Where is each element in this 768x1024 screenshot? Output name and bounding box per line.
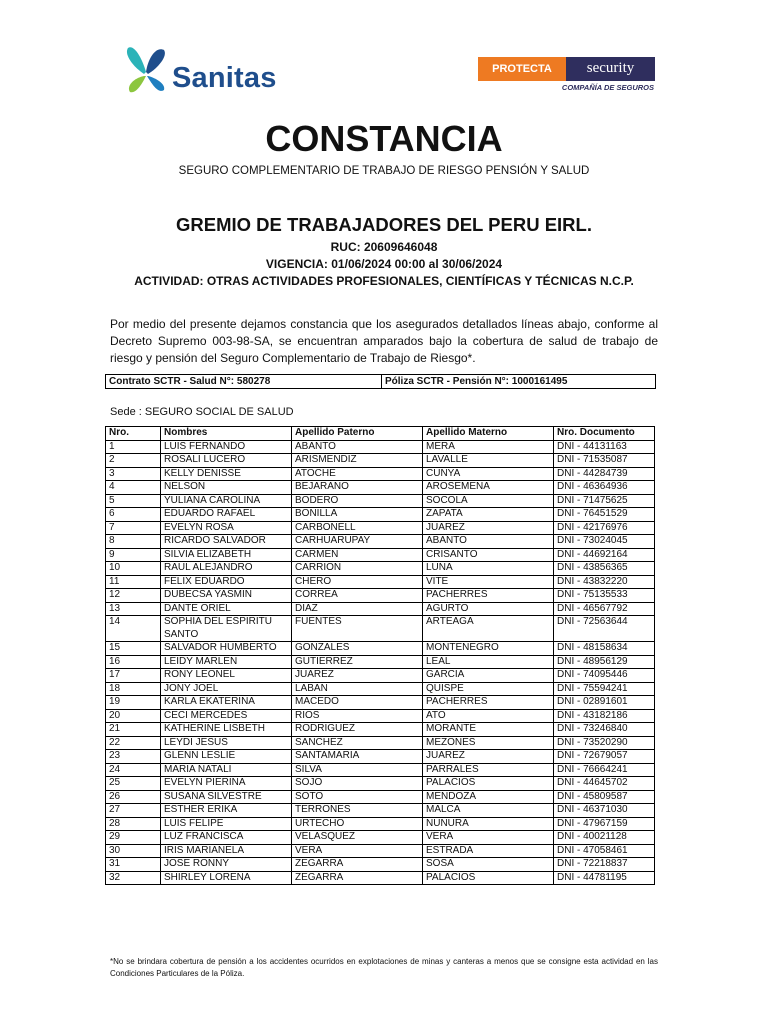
cell-nombres: LEIDY MARLEN — [161, 655, 292, 669]
cell-nombres: CECI MERCEDES — [161, 709, 292, 723]
cell-nro: 19 — [106, 696, 161, 710]
cell-apellido-materno: SOSA — [423, 858, 554, 872]
table-row — [106, 642, 655, 656]
cell-nro: 27 — [106, 804, 161, 818]
cell-apellido-materno: MONTENEGRO — [423, 642, 554, 656]
cell-apellido-paterno: TERRONES — [292, 804, 423, 818]
table-row — [106, 844, 655, 858]
cell-nro: 11 — [106, 575, 161, 589]
cell-apellido-materno: PARRALES — [423, 763, 554, 777]
table-row — [106, 669, 655, 683]
cell-nombres: YULIANA CAROLINA — [161, 494, 292, 508]
contract-salud: Contrato SCTR - Salud N°: 580278 — [109, 376, 271, 387]
cell-nro-documento: DNI - 73520290 — [554, 736, 655, 750]
cell-nro-documento: DNI - 45809587 — [554, 790, 655, 804]
cell-apellido-materno: SOCOLA — [423, 494, 554, 508]
cell-nombres: NELSON — [161, 481, 292, 495]
cell-nro-documento: DNI - 72218837 — [554, 858, 655, 872]
cell-apellido-materno: ZAPATA — [423, 508, 554, 522]
cell-apellido-paterno: VELASQUEZ — [292, 831, 423, 845]
cell-apellido-materno: JUAREZ — [423, 521, 554, 535]
cell-nro: 9 — [106, 548, 161, 562]
table-row — [106, 682, 655, 696]
cell-apellido-paterno: SOTO — [292, 790, 423, 804]
cell-nombres: LEYDI JESUS — [161, 736, 292, 750]
cell-nro-documento: DNI - 44692164 — [554, 548, 655, 562]
cell-nro-documento: DNI - 43832220 — [554, 575, 655, 589]
cell-nro-documento: DNI - 48956129 — [554, 655, 655, 669]
cell-nro-documento: DNI - 47967159 — [554, 817, 655, 831]
cell-nombres: KATHERINE LISBETH — [161, 723, 292, 737]
cell-nombres: LUZ FRANCISCA — [161, 831, 292, 845]
cell-apellido-paterno: SANTAMARIA — [292, 750, 423, 764]
cell-nro-documento: DNI - 71475625 — [554, 494, 655, 508]
table-row — [106, 709, 655, 723]
table-row — [106, 777, 655, 791]
cell-nombres: LUIS FERNANDO — [161, 440, 292, 454]
table-row — [106, 858, 655, 872]
cell-nro-documento: DNI - 46371030 — [554, 804, 655, 818]
cell-apellido-paterno: RIOS — [292, 709, 423, 723]
cell-apellido-materno: NUNURA — [423, 817, 554, 831]
cell-nro-documento: DNI - 76451529 — [554, 508, 655, 522]
cell-nombres: JONY JOEL — [161, 682, 292, 696]
cell-apellido-materno: QUISPE — [423, 682, 554, 696]
cell-apellido-paterno: GONZALES — [292, 642, 423, 656]
cell-apellido-materno: PACHERRES — [423, 696, 554, 710]
cell-apellido-paterno: ATOCHE — [292, 467, 423, 481]
cell-nombres: DUBECSA YASMIN — [161, 589, 292, 603]
cell-nro-documento: DNI - 75594241 — [554, 682, 655, 696]
security-tagline: COMPAÑÍA DE SEGUROS — [561, 83, 654, 92]
cell-nro: 2 — [106, 454, 161, 468]
header-nombres: Nombres — [161, 427, 292, 441]
table-row — [106, 521, 655, 535]
table-row — [106, 871, 655, 885]
table-row — [106, 723, 655, 737]
cell-apellido-materno: JUAREZ — [423, 750, 554, 764]
cell-nro: 28 — [106, 817, 161, 831]
cell-nombres: DANTE ORIEL — [161, 602, 292, 616]
table-row — [106, 454, 655, 468]
cell-apellido-materno: MERA — [423, 440, 554, 454]
table-row — [106, 508, 655, 522]
cell-nro: 24 — [106, 763, 161, 777]
cell-apellido-paterno: CARRION — [292, 562, 423, 576]
table-row — [106, 655, 655, 669]
cell-apellido-paterno: RODRIGUEZ — [292, 723, 423, 737]
cell-apellido-paterno: MACEDO — [292, 696, 423, 710]
document-title: CONSTANCIA — [265, 118, 503, 159]
cell-nro: 22 — [106, 736, 161, 750]
cell-apellido-materno: MORANTE — [423, 723, 554, 737]
table-row — [106, 602, 655, 616]
cell-apellido-materno: LAVALLE — [423, 454, 554, 468]
cell-nombres: IRIS MARIANELA — [161, 844, 292, 858]
cell-nro: 29 — [106, 831, 161, 845]
header-nro: Nro. — [106, 427, 161, 441]
cell-nro: 1 — [106, 440, 161, 454]
butterfly-icon — [122, 44, 172, 98]
cell-apellido-paterno: BEJARANO — [292, 481, 423, 495]
footnote: *No se brindara cobertura de pensión a los accidentes ocurridos en explotaciones de minas y canteras a menos que se consigne esta actividad en las Condiciones Particulares de la Póliza. — [110, 957, 658, 978]
header-apellido-paterno: Apellido Paterno — [292, 427, 423, 441]
cell-nro-documento: DNI - 44284739 — [554, 467, 655, 481]
cell-nro-documento: DNI - 72563644 — [554, 616, 655, 642]
table-row — [106, 736, 655, 750]
cell-nro: 14 — [106, 616, 161, 642]
table-row — [106, 481, 655, 495]
cell-apellido-paterno: SANCHEZ — [292, 736, 423, 750]
cell-apellido-materno: LUNA — [423, 562, 554, 576]
protecta-security-logo — [478, 57, 656, 95]
cell-apellido-paterno: CHERO — [292, 575, 423, 589]
cell-nro: 16 — [106, 655, 161, 669]
cell-apellido-paterno: LABAN — [292, 682, 423, 696]
cell-nro: 13 — [106, 602, 161, 616]
cell-nro-documento: DNI - 44781195 — [554, 871, 655, 885]
cell-nro-documento: DNI - 46364936 — [554, 481, 655, 495]
cell-nro-documento: DNI - 43182186 — [554, 709, 655, 723]
cell-apellido-materno: ARTEAGA — [423, 616, 554, 642]
cell-nombres: RONY LEONEL — [161, 669, 292, 683]
cell-apellido-materno: AROSEMENA — [423, 481, 554, 495]
table-row — [106, 804, 655, 818]
cell-apellido-materno: PALACIOS — [423, 777, 554, 791]
cell-nombres: SUSANA SILVESTRE — [161, 790, 292, 804]
cell-nro: 4 — [106, 481, 161, 495]
sanitas-wordmark: Sanitas — [172, 62, 277, 94]
cell-apellido-materno: VITE — [423, 575, 554, 589]
cell-nro: 17 — [106, 669, 161, 683]
cell-apellido-paterno: ZEGARRA — [292, 871, 423, 885]
cell-apellido-materno: ABANTO — [423, 535, 554, 549]
cell-apellido-materno: VERA — [423, 831, 554, 845]
cell-nro-documento: DNI - 76664241 — [554, 763, 655, 777]
cell-nro-documento: DNI - 47058461 — [554, 844, 655, 858]
table-row — [106, 548, 655, 562]
cell-nombres: EVELYN ROSA — [161, 521, 292, 535]
cell-nombres: RICARDO SALVADOR — [161, 535, 292, 549]
cell-nombres: ESTHER ERIKA — [161, 804, 292, 818]
header-nro-documento: Nro. Documento — [554, 427, 655, 441]
cell-apellido-paterno: ABANTO — [292, 440, 423, 454]
table-row — [106, 562, 655, 576]
cell-nombres: ROSALI LUCERO — [161, 454, 292, 468]
cell-nro: 5 — [106, 494, 161, 508]
cell-nro: 7 — [106, 521, 161, 535]
cell-nro: 8 — [106, 535, 161, 549]
company-ruc: RUC: 20609646048 — [330, 240, 438, 254]
cell-nombres: FELIX EDUARDO — [161, 575, 292, 589]
table-row — [106, 589, 655, 603]
cell-apellido-materno: CUNYA — [423, 467, 554, 481]
table-row — [106, 467, 655, 481]
cell-nro: 31 — [106, 858, 161, 872]
cell-nombres: EDUARDO RAFAEL — [161, 508, 292, 522]
cell-apellido-paterno: BONILLA — [292, 508, 423, 522]
cell-apellido-materno: AGURTO — [423, 602, 554, 616]
table-row — [106, 440, 655, 454]
cell-apellido-paterno: SOJO — [292, 777, 423, 791]
cell-nro: 20 — [106, 709, 161, 723]
cell-nombres: SALVADOR HUMBERTO — [161, 642, 292, 656]
cell-apellido-materno: PALACIOS — [423, 871, 554, 885]
cell-nombres: SOPHIA DEL ESPIRITU SANTO — [161, 616, 292, 642]
cell-nombres: SILVIA ELIZABETH — [161, 548, 292, 562]
cell-nro-documento: DNI - 73246840 — [554, 723, 655, 737]
table-row — [106, 494, 655, 508]
cell-nro-documento: DNI - 43856365 — [554, 562, 655, 576]
table-header-row — [106, 427, 655, 441]
company-name: GREMIO DE TRABAJADORES DEL PERU EIRL. — [176, 214, 592, 235]
header-apellido-materno: Apellido Materno — [423, 427, 554, 441]
cell-apellido-paterno: GUTIERREZ — [292, 655, 423, 669]
cell-nombres: KARLA EKATERINA — [161, 696, 292, 710]
cell-nro-documento: DNI - 44645702 — [554, 777, 655, 791]
cell-nro: 25 — [106, 777, 161, 791]
cell-apellido-paterno: CORREA — [292, 589, 423, 603]
cell-nombres: RAUL ALEJANDRO — [161, 562, 292, 576]
cell-nro-documento: DNI - 48158634 — [554, 642, 655, 656]
cell-nro-documento: DNI - 02891601 — [554, 696, 655, 710]
table-row — [106, 616, 655, 642]
company-actividad: ACTIVIDAD: OTRAS ACTIVIDADES PROFESIONALES, CIENTÍFICAS Y TÉCNICAS N.C.P. — [134, 274, 634, 288]
intro-paragraph: Por medio del presente dejamos constancia que los asegurados detallados líneas abajo, conforme al Decreto Supremo 003-98-SA, se encuentran amparados bajo la cobertura de salud de trabajo de riesgo y pensión del Seguro Complementario de Trabajo de Riesgo*. — [110, 317, 658, 365]
cell-nombres: MARIA NATALI — [161, 763, 292, 777]
cell-nro: 26 — [106, 790, 161, 804]
cell-apellido-paterno: BODERO — [292, 494, 423, 508]
cell-nro-documento: DNI - 42176976 — [554, 521, 655, 535]
table-row — [106, 817, 655, 831]
document-subtitle: SEGURO COMPLEMENTARIO DE TRABAJO DE RIESGO PENSIÓN Y SALUD — [178, 165, 590, 177]
cell-nro-documento: DNI - 40021128 — [554, 831, 655, 845]
cell-nro: 21 — [106, 723, 161, 737]
cell-nombres: SHIRLEY LORENA — [161, 871, 292, 885]
security-wordmark: security — [566, 57, 655, 81]
contract-box — [105, 374, 656, 389]
sanitas-logo — [122, 44, 282, 98]
cell-apellido-paterno: JUAREZ — [292, 669, 423, 683]
cell-nro-documento: DNI - 73024045 — [554, 535, 655, 549]
table-body — [106, 440, 655, 885]
contract-divider — [381, 375, 382, 388]
cell-nombres: KELLY DENISSE — [161, 467, 292, 481]
cell-nro-documento: DNI - 71535087 — [554, 454, 655, 468]
cell-nro-documento: DNI - 46567792 — [554, 602, 655, 616]
cell-apellido-paterno: DIAZ — [292, 602, 423, 616]
cell-apellido-paterno: SILVA — [292, 763, 423, 777]
cell-apellido-paterno: CARBONELL — [292, 521, 423, 535]
cell-apellido-paterno: URTECHO — [292, 817, 423, 831]
cell-apellido-materno: MENDOZA — [423, 790, 554, 804]
cell-apellido-materno: GARCIA — [423, 669, 554, 683]
cell-apellido-paterno: CARMEN — [292, 548, 423, 562]
cell-nombres: GLENN LESLIE — [161, 750, 292, 764]
cell-nombres: EVELYN PIERINA — [161, 777, 292, 791]
cell-apellido-materno: ESTRADA — [423, 844, 554, 858]
cell-nro: 6 — [106, 508, 161, 522]
protecta-wordmark: PROTECTA — [478, 57, 566, 81]
cell-nro: 15 — [106, 642, 161, 656]
table-row — [106, 535, 655, 549]
table-row — [106, 763, 655, 777]
cell-nombres: LUIS FELIPE — [161, 817, 292, 831]
cell-apellido-paterno: VERA — [292, 844, 423, 858]
table-row — [106, 790, 655, 804]
company-vigencia: VIGENCIA: 01/06/2024 00:00 al 30/06/2024 — [265, 257, 503, 271]
cell-apellido-materno: CRISANTO — [423, 548, 554, 562]
cell-apellido-paterno: ARISMENDIZ — [292, 454, 423, 468]
cell-nro-documento: DNI - 44131163 — [554, 440, 655, 454]
cell-nro: 10 — [106, 562, 161, 576]
cell-apellido-materno: MEZONES — [423, 736, 554, 750]
cell-nro-documento: DNI - 72679057 — [554, 750, 655, 764]
table-row — [106, 831, 655, 845]
insured-table — [105, 426, 655, 885]
cell-apellido-materno: MALCA — [423, 804, 554, 818]
cell-apellido-paterno: ZEGARRA — [292, 858, 423, 872]
cell-nro: 12 — [106, 589, 161, 603]
cell-apellido-materno: PACHERRES — [423, 589, 554, 603]
table-row — [106, 575, 655, 589]
cell-apellido-materno: LEAL — [423, 655, 554, 669]
cell-nro: 3 — [106, 467, 161, 481]
table-row — [106, 696, 655, 710]
cell-nombres: JOSE RONNY — [161, 858, 292, 872]
cell-apellido-paterno: FUENTES — [292, 616, 423, 642]
sede-label: Sede : SEGURO SOCIAL DE SALUD — [110, 406, 294, 418]
cell-nro-documento: DNI - 74095446 — [554, 669, 655, 683]
cell-apellido-paterno: CARHUARUPAY — [292, 535, 423, 549]
cell-nro: 18 — [106, 682, 161, 696]
cell-nro: 30 — [106, 844, 161, 858]
cell-apellido-materno: ATO — [423, 709, 554, 723]
cell-nro: 23 — [106, 750, 161, 764]
table-row — [106, 750, 655, 764]
cell-nro: 32 — [106, 871, 161, 885]
cell-nro-documento: DNI - 75135533 — [554, 589, 655, 603]
contract-pension: Póliza SCTR - Pensión N°: 1000161495 — [385, 376, 568, 387]
